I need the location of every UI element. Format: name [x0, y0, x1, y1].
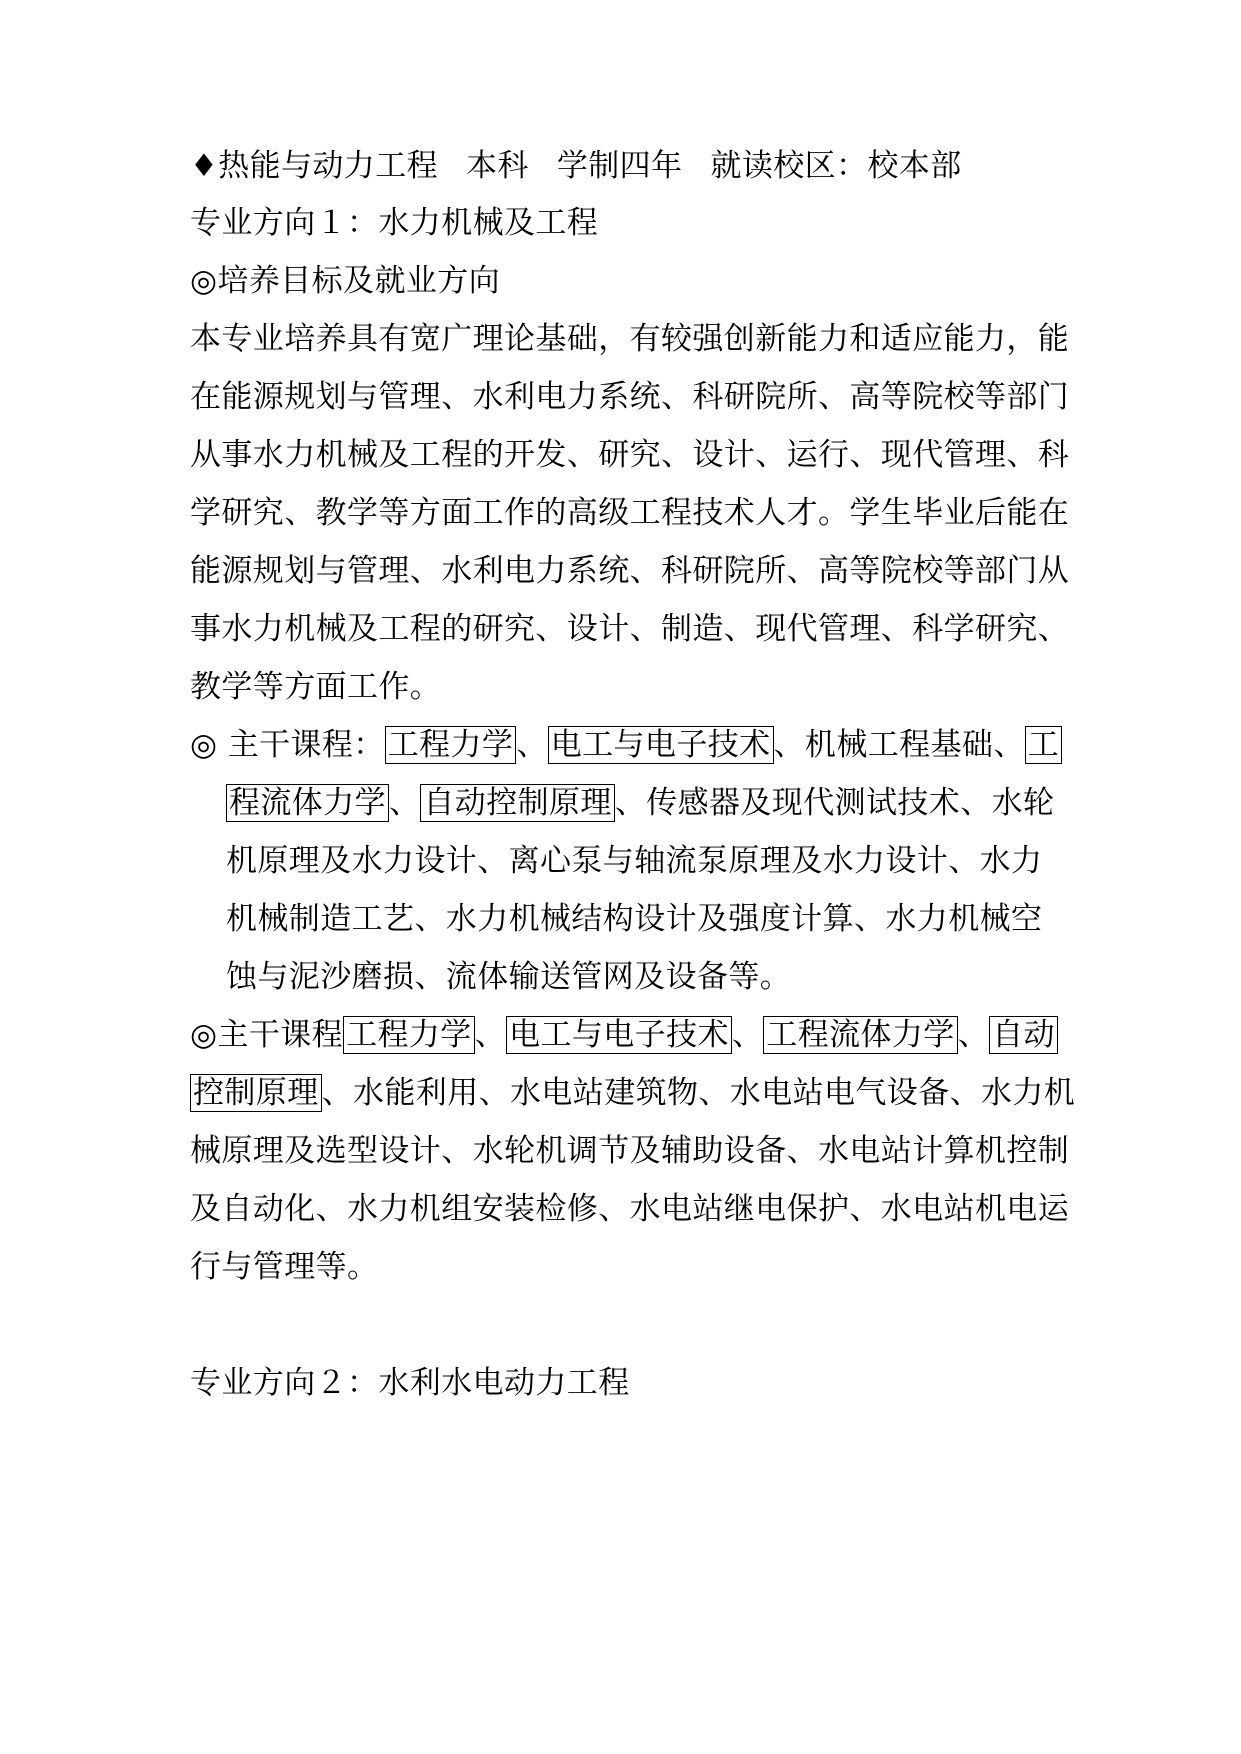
- major-header: [190, 146, 962, 186]
- separator: 、: [731, 1017, 764, 1053]
- course-box: 程流体力学: [226, 784, 389, 822]
- courses2-line: [190, 1015, 1058, 1055]
- course-box: 工: [1025, 726, 1062, 764]
- course-box: 自动控制原理: [420, 784, 614, 822]
- goal-line: 教学等方面工作。: [190, 669, 442, 705]
- courses1-mid: 、机械工程基础、: [773, 727, 1025, 763]
- courses1-line: 机械制造工艺、水力机械结构设计及强度计算、水力机械空: [226, 901, 1043, 937]
- duration: 学制四年: [556, 148, 683, 184]
- course-box: 控制原理: [190, 1074, 322, 1112]
- goal-line: 在能源规划与管理、水利电力系统、科研院所、高等院校等部门: [190, 379, 1070, 415]
- courses1-line: [226, 783, 1054, 823]
- courses2-line: 行与管理等。: [190, 1249, 379, 1285]
- major-name: ♦热能与动力工程: [190, 148, 438, 184]
- goal-line: 本专业培养具有宽广理论基础，有较强创新能力和适应能力，能: [190, 321, 1070, 357]
- direction1-title: 专业方向１：水力机械及工程: [190, 205, 599, 241]
- course-box: 电工与电子技术: [506, 1016, 732, 1054]
- separator: 、: [957, 1017, 990, 1053]
- courses2-line: 及自动化、水力机组安装检修、水电站继电保护、水电站机电运: [190, 1191, 1070, 1227]
- goal-line: 学研究、教学等方面工作的高级工程技术人才。学生毕业后能在: [190, 495, 1070, 531]
- courses2-prefix: ◎主干课程: [190, 1017, 344, 1053]
- courses1-line: [190, 725, 1062, 765]
- courses1-line: 机原理及水力设计、离心泵与轴流泵原理及水力设计、水力: [226, 843, 1043, 879]
- courses2-line: 械原理及选型设计、水轮机调节及辅助设备、水电站计算机控制: [190, 1133, 1070, 1169]
- separator: 、: [389, 785, 421, 821]
- course-box: 自动: [989, 1016, 1058, 1054]
- courses1-prefix: ◎ 主干课程：: [190, 727, 385, 763]
- separator: 、: [516, 727, 548, 763]
- campus: 就读校区：校本部: [710, 148, 962, 184]
- separator: 、: [474, 1017, 507, 1053]
- goal-line: 能源规划与管理、水利电力系统、科研院所、高等院校等部门从: [190, 553, 1070, 589]
- courses2-line: [190, 1073, 1075, 1113]
- course-box: 工程力学: [385, 726, 517, 764]
- course-box: 工程力学: [343, 1016, 475, 1054]
- courses1-line: 蚀与泥沙磨损、流体输送管网及设备等。: [226, 959, 792, 995]
- courses2-rest: 、水能利用、水电站建筑物、水电站电气设备、水力机: [321, 1075, 1076, 1111]
- goal-line: 从事水力机械及工程的开发、研究、设计、运行、现代管理、科: [190, 437, 1070, 473]
- goal-heading: ◎培养目标及就业方向: [190, 263, 501, 299]
- direction2-title: 专业方向２：水利水电动力工程: [190, 1365, 630, 1401]
- goal-line: 事水力机械及工程的研究、设计、制造、现代管理、科学研究、: [190, 611, 1070, 647]
- course-box: 工程流体力学: [763, 1016, 957, 1054]
- degree: 本科: [466, 148, 529, 184]
- course-box: 电工与电子技术: [548, 726, 774, 764]
- courses1-rest: 、传感器及现代测试技术、水轮: [614, 785, 1055, 821]
